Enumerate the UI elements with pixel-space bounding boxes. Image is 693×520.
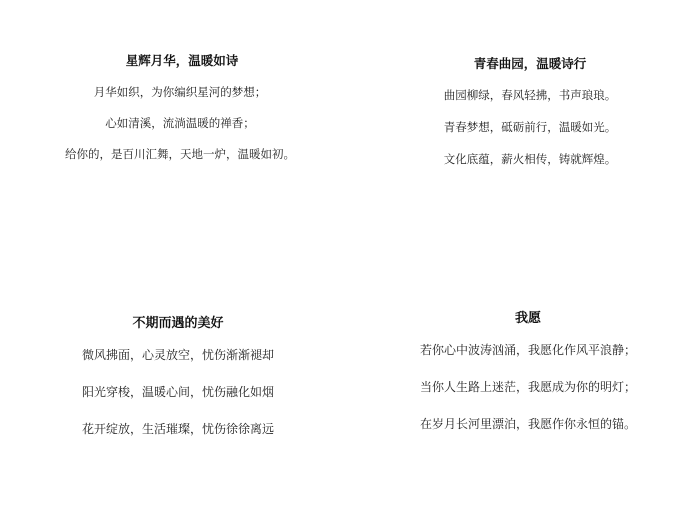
poem-block-bottom-right <box>378 310 678 453</box>
poem-line: 微风拂面，心灵放空，忧伤渐渐褪却 <box>81 348 274 362</box>
poem-block-top-right <box>400 55 660 183</box>
poem-line: 花开绽放，生活璀璨，忧伤徐徐离远 <box>81 422 274 436</box>
poem-line: 在岁月长河里漂泊，我愿作你永恒的锚。 <box>419 417 636 431</box>
poem-line: 当你人生路上迷茫，我愿成为你的明灯； <box>419 380 636 394</box>
poem-block-bottom-left <box>38 315 318 458</box>
poem-line: 阳光穿梭，温暖心间，忧伤融化如烟 <box>81 385 274 399</box>
poem-line: 心如清溪，流淌温暖的禅香； <box>105 116 255 130</box>
poem-line: 若你心中波涛汹涌，我愿化作风平浪静； <box>419 343 636 357</box>
poem-block-top-left <box>40 52 320 162</box>
poem-line: 青春梦想，砥砺前行，温暖如光。 <box>443 120 617 134</box>
poem-title: 不期而遇的美好 <box>132 316 224 331</box>
poem-title: 我愿 <box>514 311 541 326</box>
poem-title: 青春曲园，温暖诗行 <box>473 56 587 71</box>
poem-line: 给你的，是百川汇舞，天地一炉，温暖如初。 <box>65 147 295 161</box>
poem-line: 曲园柳绿，春风轻拂，书声琅琅。 <box>443 88 617 102</box>
poem-line: 月华如织，为你编织星河的梦想； <box>93 85 267 99</box>
poem-line: 文化底蕴，薪火相传，铸就辉煌。 <box>443 152 617 166</box>
poem-title: 星辉月华，温暖如诗 <box>125 53 239 68</box>
